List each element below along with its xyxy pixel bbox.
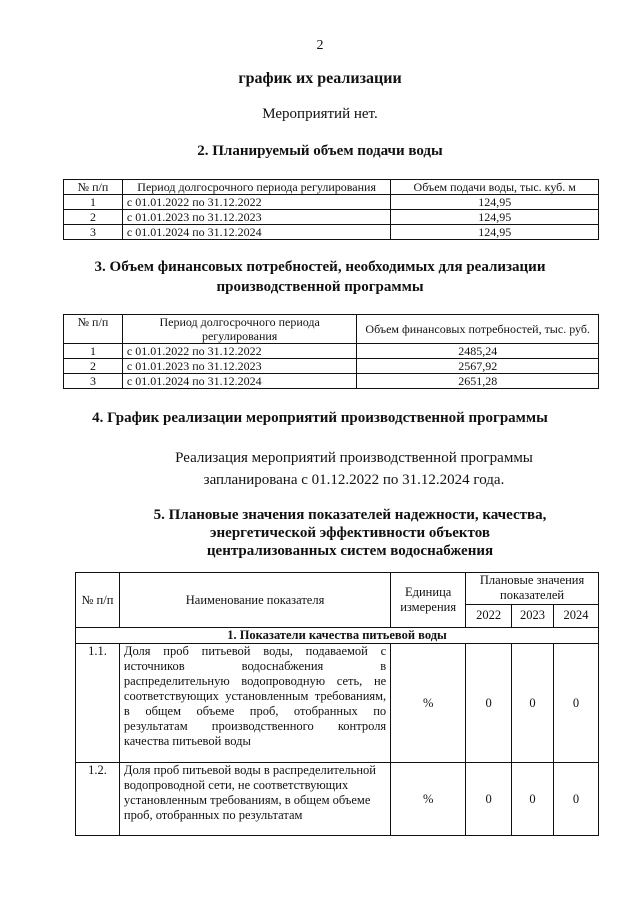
value-cell: 2485,24: [357, 344, 599, 359]
indicator-name: Доля проб питьевой воды, подаваемой с источников водоснабжения в распределительную водопроводную сеть, не соответствующих установленным требованиям, в общем объеме проб, отобранных по результатам производственного контроля качества питьевой воды: [119, 644, 390, 763]
header-cell: Единица измерения: [391, 573, 466, 628]
header-cell: Объем финансовых потребностей, тыс. руб.: [357, 315, 599, 344]
header-cell: Период долгосрочного периода регулирования: [122, 315, 357, 344]
period-cell: с 01.01.2024 по 31.12.2024: [122, 225, 391, 240]
year-header: 2024: [554, 604, 599, 627]
value-2024: 0: [554, 763, 599, 836]
group-row: [76, 628, 599, 644]
row-number: 2: [64, 210, 123, 225]
value-2024: 0: [554, 644, 599, 763]
table-header-row: [76, 573, 599, 605]
value-cell: 124,95: [391, 225, 599, 240]
financial-needs-table: [63, 314, 599, 389]
table-header-row: [64, 315, 599, 344]
section-4-title: 4. График реализации мероприятий производственной программы: [92, 410, 548, 426]
table-row: [64, 344, 599, 359]
period-cell: с 01.01.2024 по 31.12.2024: [122, 374, 357, 389]
table-row: [64, 374, 599, 389]
section-3-title-line-1: 3. Объем финансовых потребностей, необходимых для реализации: [94, 259, 546, 275]
table-row: [64, 225, 599, 240]
table-row: [76, 644, 599, 763]
value-2023: 0: [512, 644, 554, 763]
header-cell: Плановые значения показателей: [466, 573, 599, 605]
unit-cell: %: [391, 763, 466, 836]
row-number: 3: [64, 374, 123, 389]
group-title: 1. Показатели качества питьевой воды: [76, 628, 599, 644]
heading-implementation-schedule: график их реализации: [238, 70, 402, 87]
section-2-title: 2. Планируемый объем подачи воды: [197, 143, 443, 159]
value-2022: 0: [466, 763, 512, 836]
indicator-name: Доля проб питьевой воды в распределительной водопроводной сети, не соответствующих установленным требованиям, в общем объеме проб, отобранных по результатам: [119, 763, 390, 836]
header-cell: № п/п: [64, 315, 123, 344]
value-cell: 124,95: [391, 195, 599, 210]
row-number: 1: [64, 344, 123, 359]
header-cell: № п/п: [76, 573, 120, 628]
table-row: [76, 763, 599, 836]
page-number: 2: [316, 38, 324, 53]
section-5-title-line-2: энергетической эффективности объектов: [210, 525, 490, 541]
table-row: [64, 195, 599, 210]
year-header: 2022: [466, 604, 512, 627]
year-header: 2023: [512, 604, 554, 627]
indicators-table: [75, 572, 599, 836]
value-cell: 124,95: [391, 210, 599, 225]
section-3-title-line-2: производственной программы: [216, 279, 424, 295]
header-cell: Период долгосрочного периода регулирования: [122, 180, 391, 195]
row-number: 3: [64, 225, 123, 240]
value-cell: 2651,28: [357, 374, 599, 389]
period-cell: с 01.01.2023 по 31.12.2023: [122, 359, 357, 374]
value-cell: 2567,92: [357, 359, 599, 374]
row-number: 2: [64, 359, 123, 374]
header-cell: Объем подачи воды, тыс. куб. м: [391, 180, 599, 195]
section-4-text-line-2: запланирована с 01.12.2022 по 31.12.2024 года.: [203, 472, 505, 488]
table-row: [64, 210, 599, 225]
water-supply-volume-table: [63, 179, 599, 240]
row-number: 1.1.: [76, 644, 120, 763]
header-cell: Наименование показателя: [119, 573, 390, 628]
unit-cell: %: [391, 644, 466, 763]
value-2023: 0: [512, 763, 554, 836]
row-number: 1: [64, 195, 123, 210]
no-measures-text: Мероприятий нет.: [262, 106, 378, 122]
section-5-title-line-1: 5. Плановые значения показателей надежности, качества,: [153, 507, 547, 523]
row-number: 1.2.: [76, 763, 120, 836]
table-header-row: [64, 180, 599, 195]
header-cell: № п/п: [64, 180, 123, 195]
period-cell: с 01.01.2023 по 31.12.2023: [122, 210, 391, 225]
value-2022: 0: [466, 644, 512, 763]
table-row: [64, 359, 599, 374]
period-cell: с 01.01.2022 по 31.12.2022: [122, 195, 391, 210]
section-4-text-line-1: Реализация мероприятий производственной программы: [175, 450, 533, 466]
section-5-title-line-3: централизованных систем водоснабжения: [206, 543, 494, 559]
period-cell: с 01.01.2022 по 31.12.2022: [122, 344, 357, 359]
